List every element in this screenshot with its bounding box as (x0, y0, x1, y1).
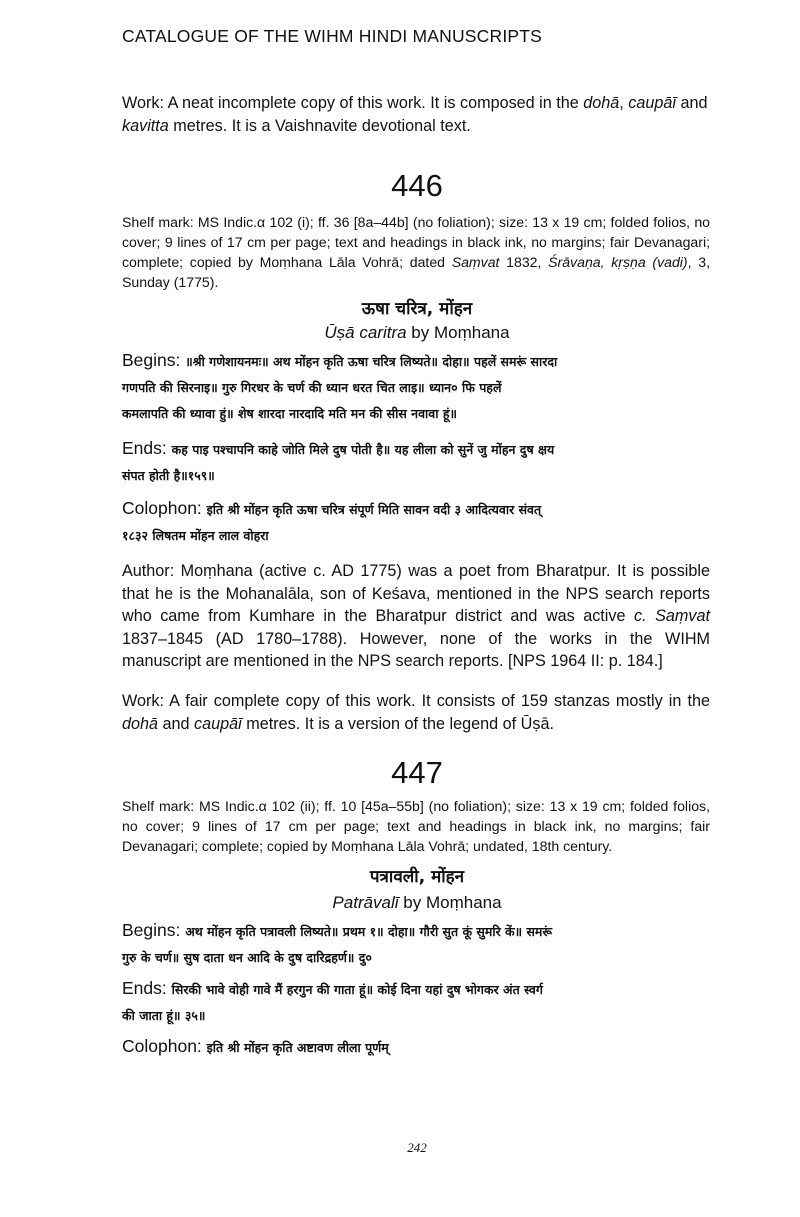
title-roman-447 (122, 893, 712, 913)
begins-text-447-line2: गुरु के चर्ण॥ सुष दाता धन आदि के दुष दारिद्रहर्ण॥ दु० (122, 950, 372, 965)
colophon-447 (122, 1034, 712, 1060)
ends-label-446: Ends: (122, 438, 167, 458)
shelf-446-t1: Shelf mark: MS Indic.α 102 (i); ff. 36 [8a–44b] (no foliation); size: 13 x 19 cm; folded folios, no cover; 9 lines of 17 cm per page; text and headings in black ink, no margins; fair Devanagari; complete; copied by Moṃhana Lāla Vohrā; dated (122, 214, 710, 270)
work-446-t1: Work: A fair complete copy of this work. It consists of 159 stanzas mostly in the (122, 692, 710, 710)
work-446-doha: dohā (122, 714, 159, 733)
work-446-t2: and (158, 714, 195, 733)
author-note-446 (122, 560, 710, 673)
intro-and: and (675, 94, 708, 112)
shelf-446-sravana: Śrāvaṇa, kṛṣṇa (vadi) (548, 254, 688, 270)
title-446-by: by (406, 323, 434, 342)
running-head: CATALOGUE OF THE WIHM HINDI MANUSCRIPTS (122, 26, 543, 46)
shelf-mark-447: Shelf mark: MS Indic.α 102 (ii); ff. 10 [45a–55b] (no foliation); size: 13 x 19 cm; folded folios, no cover; 9 lines of 17 cm per page; text and headings in black ink, no margins; fair Devanagari; complete; copied by Moṃhana Lāla Vohrā; undated, 18th century. (122, 798, 710, 854)
colophon-text-446-line2: १८३२ लिषतम मोंहन लाल वोहरा (122, 528, 269, 543)
title-roman-446-name: Ūṣā caritra (324, 323, 407, 342)
colophon-text-447: इति श्री मोंहन कृति अष्टावण लीला पूर्णम् (206, 1040, 389, 1055)
meter-kavitta: kavitta (122, 116, 169, 135)
colophon-label-447: Colophon: (122, 1036, 202, 1056)
ends-text-446-line1: कह पाइ पश्चापनि काहे जोति मिले दुष पोती है॥ यह लीला को सुनें जु मोंहन दुष क्षय (171, 442, 555, 457)
title-446-author: Moṃhana (433, 323, 510, 342)
previous-work-note: Work: A neat incomplete copy of this work. It is composed in the dohā, caupāī and kavitta metres. It is a Vaishnavite devotional text. (122, 94, 708, 135)
title-roman-447-name: Patrāvalī (332, 893, 399, 912)
begins-447 (122, 918, 712, 970)
begins-text-446-line1: ॥श्री गणेशायनमः॥ अथ मोंहन कृति ऊषा चरित्र लिष्यते॥ दोहा॥ पहलें समरूं सारदा (185, 354, 558, 369)
work-446-t3: metres. It is a version of the legend of Ūṣā. (241, 714, 554, 733)
begins-label-446: Begins: (122, 350, 181, 370)
entry-number-447: 447 (391, 755, 443, 790)
intro-line1: Work: A neat incomplete copy of this work. It is composed in the (122, 94, 584, 112)
begins-text-447-line1: अथ मोंहन कृति पत्रावली लिष्यते॥ प्रथम १॥ दोहा॥ गौरी सुत कूं सुमरि कें॥ समरूं (185, 924, 553, 939)
begins-label-447: Begins: (122, 920, 181, 940)
shelf-446-t2: 1832, (499, 254, 549, 270)
author-446-t1: Author: Moṃhana (active c. AD 1775) was a poet from Bharatpur. It is possible that he is the Mohanalāla, son of Keśava, mentioned in the NPS search reports who came from Kumhare in the Bharatpur district and was active (122, 562, 710, 626)
ends-447 (122, 976, 712, 1028)
title-447-author: Moṃhana (425, 893, 502, 912)
page-number: 242 (407, 1140, 427, 1155)
author-446-t2 (647, 607, 656, 625)
entry-number-446: 446 (391, 168, 443, 203)
ends-text-447-line2: की जाता हूं॥ ३५॥ (122, 1008, 206, 1023)
author-446-c: c. (634, 607, 647, 626)
shelf-446-t3: , 3, Sunday (1775). (122, 254, 710, 290)
shelf-mark-446 (122, 212, 710, 292)
begins-text-446-line3: कमलापति की ध्यावा हुं॥ शेष शारदा नारदादि मति मन की सीस नवावा हूं॥ (122, 406, 457, 421)
work-446-caupai: caupāī (194, 714, 242, 733)
colophon-label-446: Colophon: (122, 498, 202, 518)
intro-line2-tail: metres. It is a Vaishnavite devotional text. (168, 116, 471, 135)
author-446-t3: 1837–1845 (AD 1780–1788). However, none of the works in the WIHM manuscript are mentioned in the NPS search reports. [NPS 1964 II: p. 184.] (122, 629, 710, 671)
title-devanagari-447: पत्रावली, मोंहन (369, 867, 465, 887)
author-446-samvat: Saṃvat (655, 607, 710, 626)
shelf-446-samvat: Saṃvat (451, 254, 500, 270)
ends-label-447: Ends: (122, 978, 167, 998)
colophon-text-446-line1: इति श्री मोंहन कृति ऊषा चरित्र संपूर्ण मिति सावन वदी ३ आदित्यवार संवत् (206, 502, 542, 517)
ends-text-447-line1: सिरकी भावे वोही गावे मैं हरगुन की गाता हूं॥ कोई दिना यहां दुष भोगकर अंत स्वर्ग (171, 982, 543, 997)
meter-doha: dohā (583, 94, 620, 112)
begins-446 (122, 348, 712, 426)
ends-446 (122, 436, 712, 488)
title-devanagari-446: ऊषा चरित्र, मोंहन (361, 299, 473, 319)
colophon-446 (122, 496, 712, 548)
work-note-446 (122, 690, 710, 735)
title-roman-446 (122, 323, 712, 343)
meter-caupai: caupāī (628, 94, 676, 112)
ends-text-446-line2: संपत होती है॥१५९॥ (122, 468, 215, 483)
title-447-by: by (398, 893, 426, 912)
begins-text-446-line2: गणपति की सिरनाइ॥ गुरु गिरधर के चर्ण की ध्यान धरत चित लाइ॥ ध्यान० फि पहलें (122, 380, 502, 395)
